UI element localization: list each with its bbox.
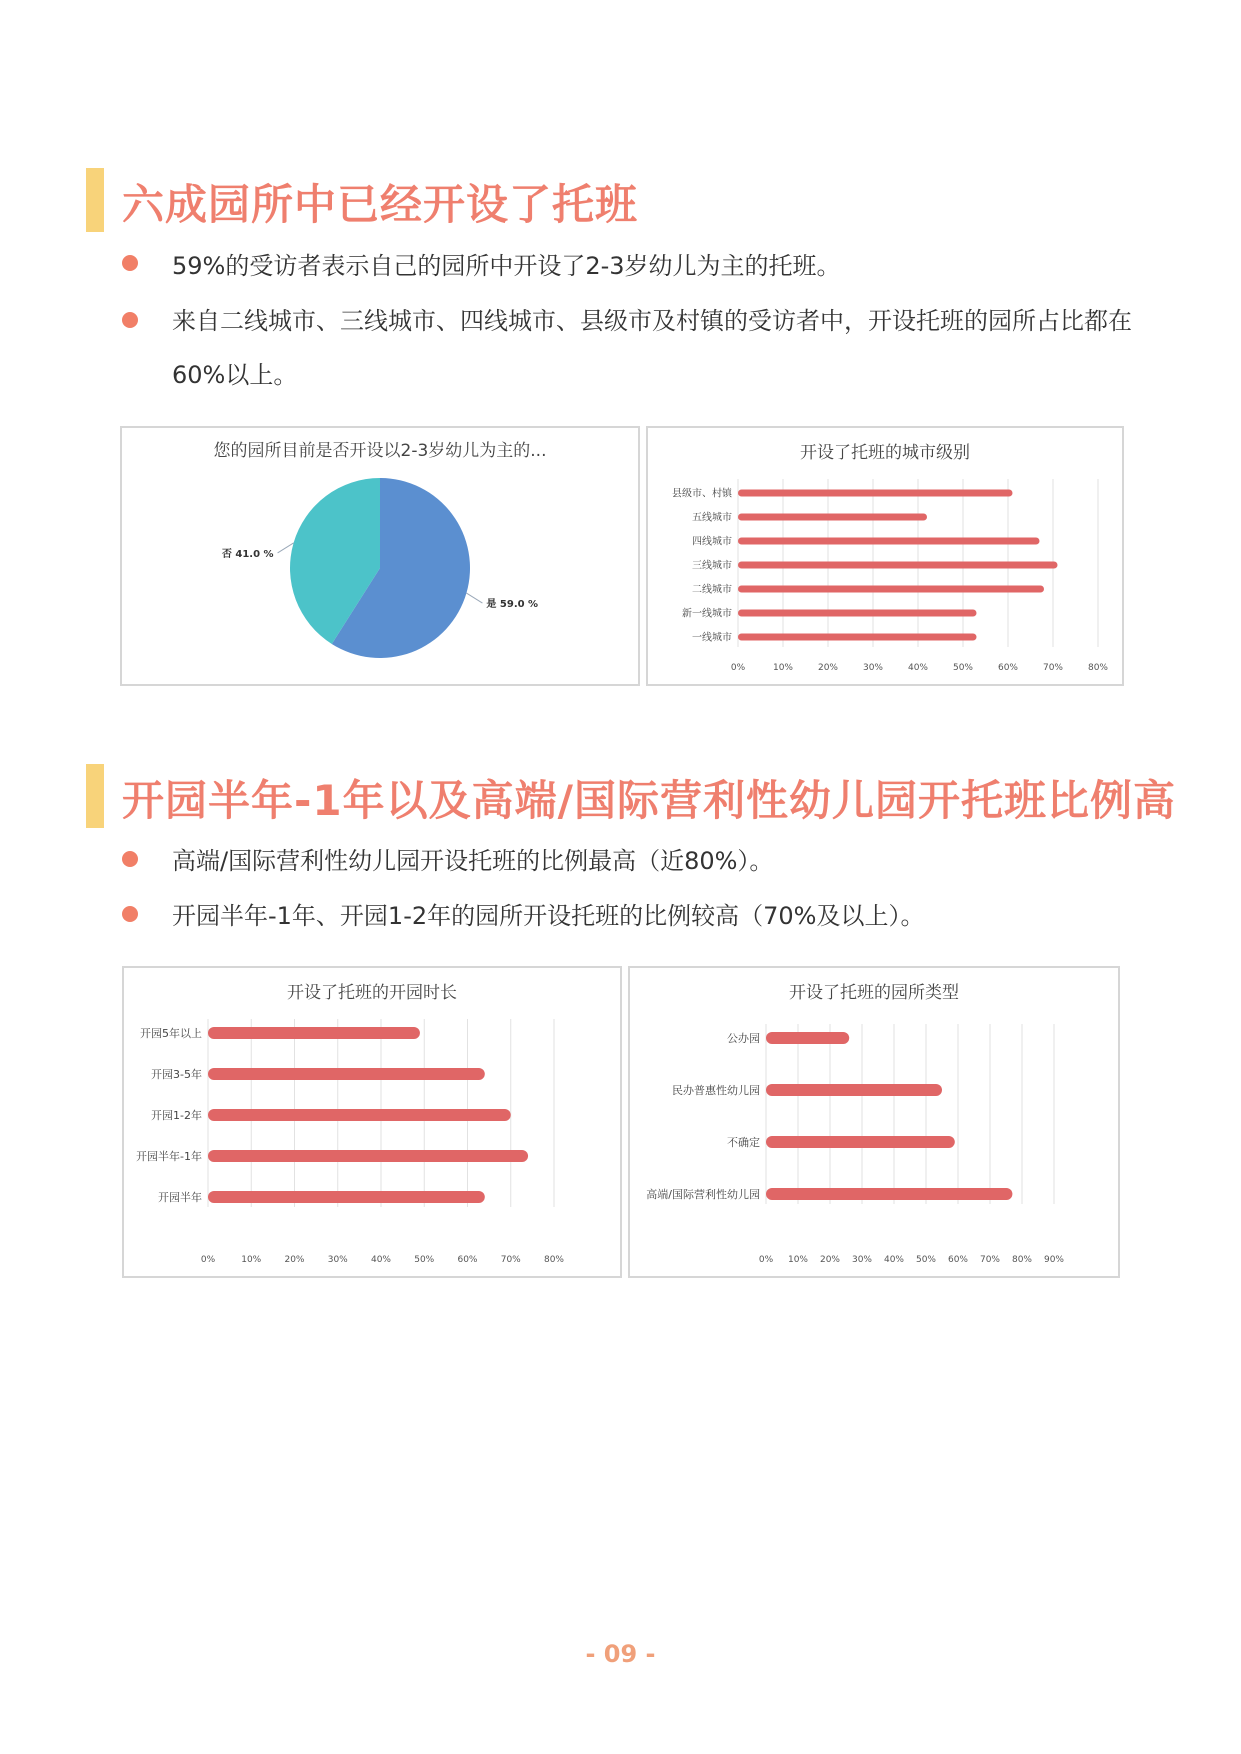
bar xyxy=(208,1150,528,1162)
category-label: 二线城市 xyxy=(692,584,732,596)
kindergarten-type-chart-panel xyxy=(628,966,1120,1278)
x-tick-label: 50% xyxy=(915,1255,937,1265)
x-tick-label: 40% xyxy=(370,1255,392,1265)
category-label: 开园1-2年 xyxy=(151,1108,202,1122)
bar xyxy=(766,1188,1012,1200)
bullet-dot xyxy=(122,906,138,922)
bullet-dot xyxy=(122,255,138,271)
x-tick-label: 0% xyxy=(730,663,746,673)
pie-chart xyxy=(122,428,638,684)
kindergarten-type-bar-chart xyxy=(630,968,1118,1276)
x-tick-label: 70% xyxy=(500,1255,521,1265)
pie-chart-panel xyxy=(120,426,640,686)
x-tick-label: 40% xyxy=(883,1255,905,1265)
x-tick-label: 10% xyxy=(241,1255,262,1265)
bar xyxy=(738,490,1013,497)
section-title: 六成园所中已经开设了托班 xyxy=(122,180,639,229)
bar xyxy=(208,1027,420,1039)
bar xyxy=(766,1084,942,1096)
paragraph: 开园半年-1年、开园1-2年的园所开设托班的比例较高（70%及以上）。 xyxy=(172,902,925,930)
x-tick-label: 20% xyxy=(284,1255,305,1265)
pie-data-label: 否 41.0 % xyxy=(221,548,274,560)
city-level-chart-panel xyxy=(646,426,1124,686)
bar xyxy=(738,562,1058,569)
category-label: 民办普惠性幼儿园 xyxy=(672,1083,760,1097)
bar xyxy=(738,514,927,521)
paragraph-continued: 60%以上。 xyxy=(172,361,298,389)
x-tick-label: 50% xyxy=(414,1255,435,1265)
category-label: 高端/国际营利性幼儿园 xyxy=(646,1187,760,1201)
x-tick-label: 20% xyxy=(819,1255,841,1265)
bar xyxy=(738,538,1040,545)
opening-duration-bar-chart xyxy=(124,968,620,1276)
bar xyxy=(208,1191,485,1203)
section-title: 开园半年-1年以及高端/国际营利性幼儿园开托班比例高 xyxy=(122,776,1176,825)
category-label: 公办园 xyxy=(727,1031,760,1045)
category-label: 开园5年以上 xyxy=(140,1026,202,1040)
x-tick-label: 40% xyxy=(907,663,929,673)
page-number: - 09 - xyxy=(585,1640,656,1668)
pie-data-label: 是 59.0 % xyxy=(486,599,539,611)
category-label: 开园半年-1年 xyxy=(136,1149,202,1163)
chart-title: 开设了托班的开园时长 xyxy=(287,983,457,1003)
x-tick-label: 0% xyxy=(758,1255,774,1265)
category-label: 开园3-5年 xyxy=(151,1067,202,1081)
x-tick-label: 20% xyxy=(817,663,839,673)
accent-bar xyxy=(86,168,104,232)
chart-title: 您的园所目前是否开设以2-3岁幼儿为主的... xyxy=(213,441,547,461)
x-tick-label: 0% xyxy=(200,1255,216,1265)
bar xyxy=(738,586,1044,593)
x-tick-label: 30% xyxy=(862,663,884,673)
chart-title: 开设了托班的园所类型 xyxy=(789,983,959,1003)
chart-title: 开设了托班的城市级别 xyxy=(800,443,970,463)
x-tick-label: 10% xyxy=(787,1255,809,1265)
x-tick-label: 60% xyxy=(997,663,1019,673)
x-tick-label: 10% xyxy=(772,663,794,673)
bullet-dot xyxy=(122,851,138,867)
x-tick-label: 30% xyxy=(851,1255,873,1265)
bar xyxy=(208,1068,485,1080)
bar xyxy=(766,1136,955,1148)
x-tick-label: 70% xyxy=(979,1255,1001,1265)
x-tick-label: 30% xyxy=(327,1255,348,1265)
category-label: 一线城市 xyxy=(692,632,732,644)
category-label: 四线城市 xyxy=(692,536,732,548)
paragraph: 来自二线城市、三线城市、四线城市、县级市及村镇的受访者中，开设托班的园所占比都在 xyxy=(172,307,1132,335)
category-label: 不确定 xyxy=(727,1135,760,1149)
x-tick-label: 70% xyxy=(1042,663,1064,673)
paragraph: 高端/国际营利性幼儿园开设托班的比例最高（近80%）。 xyxy=(172,847,774,875)
bar xyxy=(766,1032,849,1044)
x-tick-label: 50% xyxy=(952,663,974,673)
pie-leader-line xyxy=(278,543,294,553)
paragraph: 59%的受访者表示自己的园所中开设了2-3岁幼儿为主的托班。 xyxy=(172,252,841,280)
x-tick-label: 90% xyxy=(1043,1255,1065,1265)
category-label: 三线城市 xyxy=(692,560,732,572)
category-label: 五线城市 xyxy=(692,512,732,524)
category-label: 开园半年 xyxy=(158,1190,202,1204)
city-level-bar-chart xyxy=(648,428,1122,684)
opening-duration-chart-panel xyxy=(122,966,622,1278)
x-tick-label: 80% xyxy=(1011,1255,1033,1265)
bar xyxy=(738,610,977,617)
x-tick-label: 80% xyxy=(1087,663,1109,673)
accent-bar xyxy=(86,764,104,828)
bar xyxy=(738,634,977,641)
bar xyxy=(208,1109,511,1121)
x-tick-label: 80% xyxy=(543,1255,565,1265)
category-label: 县级市、村镇 xyxy=(672,488,732,500)
category-label: 新一线城市 xyxy=(682,608,732,620)
x-tick-label: 60% xyxy=(947,1255,969,1265)
pie-leader-line xyxy=(466,593,482,603)
bullet-dot xyxy=(122,312,138,328)
x-tick-label: 60% xyxy=(457,1255,478,1265)
